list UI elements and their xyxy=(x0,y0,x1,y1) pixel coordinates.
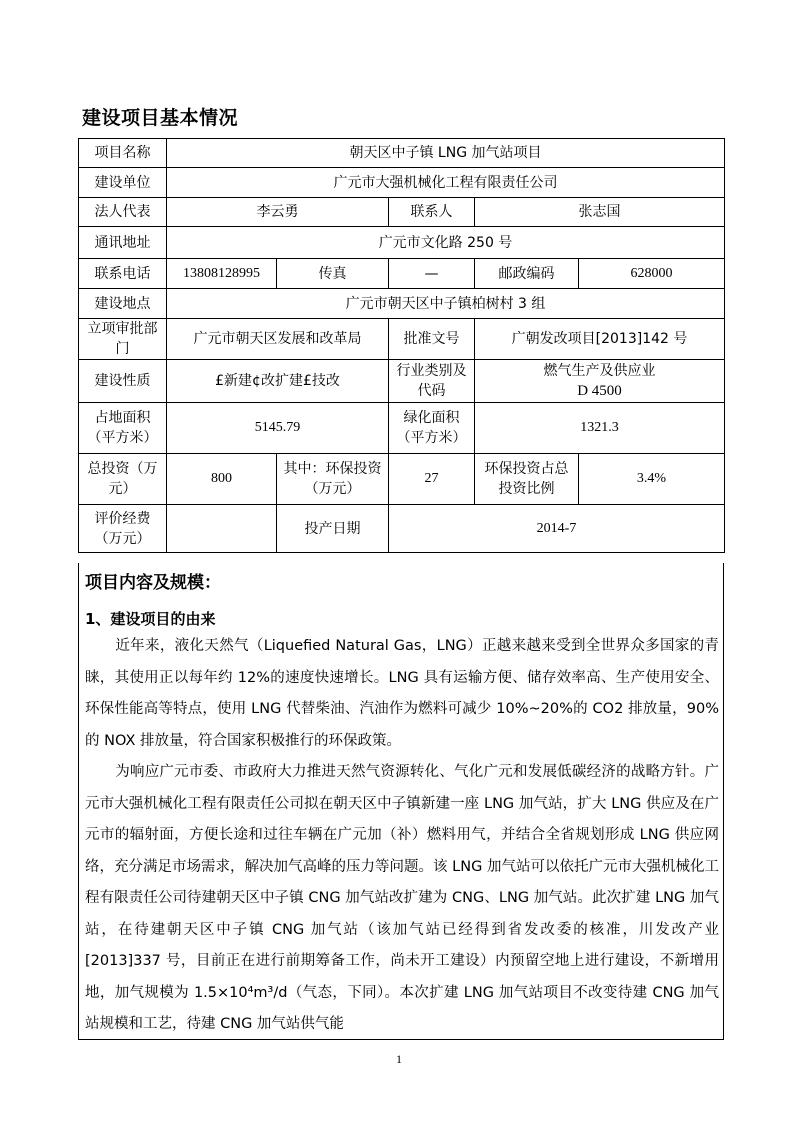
contact-value: 张志国 xyxy=(475,198,725,227)
nature-value: £新建¢改扩建£技改 xyxy=(167,360,389,403)
env-invest-label: 其中：环保投资（万元） xyxy=(277,454,389,505)
contact-label: 联系人 xyxy=(389,198,475,227)
address-value: 广元市文化路 250 号 xyxy=(167,227,725,259)
project-content-box xyxy=(78,563,724,1040)
address-label: 通讯地址 xyxy=(79,227,167,259)
content-heading: 项目内容及规模： xyxy=(85,573,221,593)
env-ratio-value: 3.4% xyxy=(579,454,725,505)
phone-label: 联系电话 xyxy=(79,259,167,289)
paragraph-1-text: 近年来，液化天然气（Liquefied Natural Gas，LNG）正越来越来受到全世界众多国家的青睐，其使用正以每年约 12%的速度快速增长。LNG 具有运输方便、储存效率高、生产使用安全、环保性能高等特点，使用 LNG 代替柴油、汽油作为燃料可减少 10%~20%的 CO2 排放量，90%的 NOX 排放量，符合国家积极推行的环保政策。 xyxy=(85,638,719,749)
start-date-value: 2014-7 xyxy=(389,505,725,553)
start-date-label: 投产日期 xyxy=(277,505,389,553)
page-number: 1 xyxy=(396,1052,402,1066)
industry-name: 燃气生产及供应业 xyxy=(543,363,656,379)
invest-label: 总投资（万元） xyxy=(79,454,167,505)
phone-value: 13808128995 xyxy=(167,259,277,289)
project-name-label: 项目名称 xyxy=(79,139,167,168)
approval-no-label: 批准文号 xyxy=(389,319,475,360)
green-value: 1321.3 xyxy=(475,403,725,454)
site-label: 建设地点 xyxy=(79,289,167,319)
approval-no-value: 广朝发改项目[2013]142 号 xyxy=(475,319,725,360)
paragraph-2 xyxy=(85,757,719,1041)
legal-rep-label: 法人代表 xyxy=(79,198,167,227)
postcode-value: 628000 xyxy=(579,259,725,289)
area-label: 占地面积（平方米） xyxy=(79,403,167,454)
content-subheading: 1、建设项目的由来 xyxy=(85,610,216,628)
paragraph-1 xyxy=(85,631,719,757)
project-name-value: 朝天区中子镇 LNG 加气站项目 xyxy=(167,139,725,168)
eval-fee-value xyxy=(167,505,277,553)
site-value: 广元市朝天区中子镇柏树村 3 组 xyxy=(167,289,725,319)
green-label: 绿化面积（平方米） xyxy=(389,403,475,454)
approval-dept-value: 广元市朝天区发展和改革局 xyxy=(167,319,389,360)
fax-value: — xyxy=(389,259,475,289)
env-ratio-label: 环保投资占总投资比例 xyxy=(475,454,579,505)
industry-code: D 4500 xyxy=(577,383,622,399)
industry-value xyxy=(475,360,725,403)
builder-label: 建设单位 xyxy=(79,168,167,198)
eval-fee-label: 评价经费（万元） xyxy=(79,505,167,553)
basic-info-table xyxy=(78,138,725,553)
fax-label: 传真 xyxy=(277,259,389,289)
postcode-label: 邮政编码 xyxy=(475,259,579,289)
page-title: 建设项目基本情况 xyxy=(82,107,239,129)
builder-value: 广元市大强机械化工程有限责任公司 xyxy=(167,168,725,198)
env-invest-value: 27 xyxy=(389,454,475,505)
approval-dept-label: 立项审批部门 xyxy=(79,319,167,360)
legal-rep-value: 李云勇 xyxy=(167,198,389,227)
area-value: 5145.79 xyxy=(167,403,389,454)
invest-value: 800 xyxy=(167,454,277,505)
industry-label: 行业类别及代码 xyxy=(389,360,475,403)
paragraph-2-text: 为响应广元市委、市政府大力推进天然气资源转化、气化广元和发展低碳经济的战略方针。广元市大强机械化工程有限责任公司拟在朝天区中子镇新建一座 LNG 加气站，扩大 LNG 供应及在广元市的辐射面，方便长途和过往车辆在广元加（补）燃料用气，并结合全省规划形成 LNG 供应网络，充分满足市场需求，解决加气高峰的压力等问题。该 LNG 加气站可以依托广元市大强机械化工程有限责任公司待建朝天区中子镇 CNG 加气站改扩建为 CNG、LNG 加气站。此次扩建 LNG 加气站，在待建朝天区中子镇 CNG 加气站（该加气站已经得到省发改委的核准，川发改产业[2013]337 号，目前正在进行前期筹备工作，尚未开工建设）内预留空地上进行建设，不新增用地，加气规模为 1.5×10⁴m³/d（气态，下同）。本次扩建 LNG 加气站项目不改变待建 CNG 加气站规模和工艺，待建 CNG 加气站供气能 xyxy=(85,764,719,1032)
nature-label: 建设性质 xyxy=(79,360,167,403)
